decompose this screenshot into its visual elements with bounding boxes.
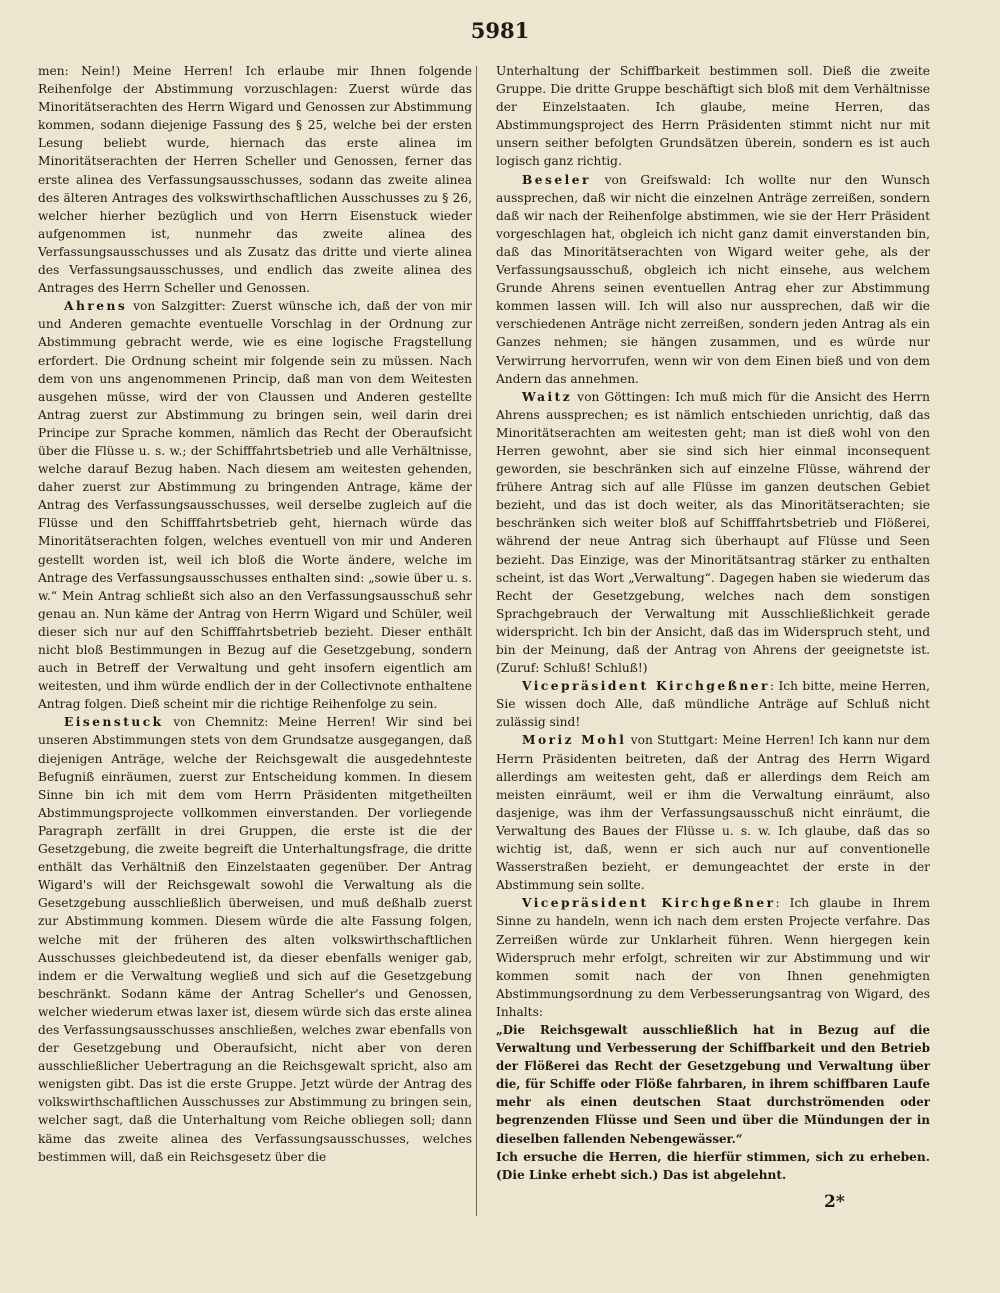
paragraph-continuation: men: Nein!) Meine Herren! Ich erlaube mir Ihnen folgende Reihenfolge der Abstimmung vorzuschlagen: Zuerst würde das Minoritätserachten des Herrn Wigard und Genossen zur Abstimmung kommen, sodann diejenige Fassung des § 25, welche bei der ersten Lesung beliebt wurde, hiernach das erste alinea im Minoritätserachten der Herren Scheller und Genossen, ferner das erste alinea des Verfassungsausschusses, sodann das zweite alinea des älteren Antrages des volkswirthschaftlichen Ausschusses zu § 26, welcher hierher bezüglich und von Herrn Eisenstuck wieder aufgenommen ist, nunmehr das zweite alinea des Verfassungsausschusses und als Zusatz das dritte und vierte alinea des Verfassungsausschusses, und endlich das zweite alinea des Antrages des Herrn Scheller und Genossen. — [38, 64, 472, 296]
speech-text: von Greifswald: Ich wollte nur den Wunsch aussprechen, daß wir nicht die einzelnen Anträge zerreißen, sondern daß wir nach der Reihenfolge abstimmen, wie sie der Herr Präsident vorgeschlagen hat, obgleich ich nicht ganz damit einverstanden bin, daß das Minoritätserachten von Wigard weiter gehe, als der Verfassungsausschuß, obgleich ich nicht einsehe, aus welchem Grunde Ahrens seinen eventuellen Antrag eher zur Abstimmung kommen lassen will. Ich will also nur aussprechen, daß wir die verschiedenen Anträge nicht zerreißen, sondern jeden Antrag als ein Ganzes nehmen; sie hängen zusammen, und es würde nur Verwirrung hervorrufen, wenn wir von dem Einen bieß und von dem Andern das annehmen. — [496, 172, 930, 386]
speaker-name: Vicepräsident Kirchgeßner — [522, 679, 770, 694]
speech-text: von Göttingen: Ich muß mich für die Ansicht des Herrn Ahrens aussprechen; es ist nämlich entschieden unrichtig, daß das Minoritätserachten am weitesten geht; man ist dieß wohl von den Herren gewohnt, aber sie sind sich hier einmal inconsequent geworden, sie beschränken sich auf einzelne Flüsse, während der frühere Antrag sich auf alle Flüsse im ganzen deutschen Gebiet bezieht, und das ist doch weiter, als das Minoritätserachten; sie beschränken sich weiter bloß auf Schifffahrtsbetrieb und Flößerei, während der neue Antrag sich überhaupt auf Flüsse und Seen bezieht. Das Einzige, was der Minoritätsantrag stärker zu enthalten scheint, ist das Wort „Verwaltung“. Dagegen haben sie wiederum das Recht der Gesetzgebung, welches nach dem sonstigen Sprachgebrauch der Verwaltung mit Ausschließlichkeit gerade widerspricht. Ich bin der Ansicht, daß das im Widerspruch steht, und bin der Meinung, daß der Antrag von Ahrens der geeignetste ist. (Zuruf: Schluß! Schluß!) — [496, 389, 930, 676]
speech-vicepresident-2 — [496, 894, 930, 1021]
speaker-name: Beseler — [522, 172, 591, 187]
right-column — [496, 62, 930, 1184]
speech-mohl — [496, 731, 930, 894]
paragraph-continuation: Unterhaltung der Schiffbarkeit bestimmen soll. Dieß die zweite Gruppe. Die dritte Gruppe beschäftigt sich bloß mit dem Verhältnisse der Einzelstaaten. Ich glaube, meine Herren, das Abstimmungsproject des Herrn Präsidenten stimmt nicht nur mit unsern seither befolgten Grundsätzen überein, sondern es ist auch logisch ganz richtig. — [496, 64, 930, 169]
signature-mark: 2* — [824, 1192, 845, 1212]
speech-text: : Ich bitte, meine Herren, Sie wissen doch Alle, daß mündliche Anträge auf Schluß nicht zulässig sind! — [496, 679, 930, 730]
speech-vicepresident — [496, 677, 930, 731]
speech-eisenstuck — [38, 713, 472, 1165]
speech-text: von Salzgitter: Zuerst wünsche ich, daß der von mir und Anderen gemachte eventuelle Vorschlag in der Ordnung zur Abstimmung gebracht werde, wie es eine logische Fragstellung erfordert. Die Ordnung scheint mir folgende sein zu müssen. Nach dem von uns angenommenen Princip, daß man von dem Weitesten ausgehen müsse, wird der von Claussen und Anderen gestellte Antrag zuerst zur Abstimmung zu bringen sein, weil darin drei Principe zur Sprache kommen, nämlich das Recht der Oberaufsicht über die Flüsse u. s. w.; der Schifffahrtsbetrieb und alle Verhältnisse, welche darauf Bezug haben. Nach diesem am weitesten gehenden, daher zuerst zur Abstimmung zu bringenden Antrage, käme der Antrag des Verfassungsausschusses, weil derselbe zugleich auf die Flüsse und den Schifffahrtsbetrieb geht, hiernach würde das Minoritätserachten folgen, welches eventuell von mir und Anderen gestellt worden ist, weil ich bloß die Worte ändere, welche im Antrage des Verfassungsausschusses enthalten sind: „sowie über u. s. w.“ Mein Antrag schließt sich also an den Verfassungsausschuß sehr genau an. Nun käme der Antrag von Herrn Wigard und Schüler, weil dieser sich nur auf den Schifffahrtsbetrieb bezieht. Dieser enthält nicht bloß Bestimmungen in Bezug auf die Gesetzgebung, sondern auch in Betreff der Verwaltung und geht insofern eigentlich am weitesten, und ihm würde endlich der in der Collectivnote enthaltene Antrag folgen. Dieß scheint mir die richtige Reihenfolge zu sein. — [38, 299, 472, 712]
speech-text: von Chemnitz: Meine Herren! Wir sind bei unseren Abstimmungen stets von dem Grundsatze ausgegangen, daß diejenigen Anträge, welche der Reichsgewalt die ausgedehnteste Befugniß einräumen, zuerst zur Entscheidung kommen. In diesem Sinne bin ich mit dem vom Herrn Präsidenten mitgetheilten Abstimmungsprojecte vollkommen einverstanden. Der vorliegende Paragraph zerfällt in drei Gruppen, die erste ist die der Gesetzgebung, die zweite begreift die Unterhaltungsfrage, die dritte enthält das Verhältniß den Einzelstaaten gegenüber. Der Antrag Wigard's will der Reichsgewalt sowohl die Verwaltung als die Gesetzgebung ausschließlich überweisen, und muß deßhalb zuerst zur Abstimmung kommen. Diesem würde die alte Fassung folgen, welche mit der früheren des alten volkswirthschaftlichen Ausschusses gleichbedeutend ist, da dieser ebenfalls weniger gab, indem er die Verwaltung wegließ und sich auf die Gesetzgebung beschränkt. Sodann käme der Antrag Scheller's und Genossen, welcher wiederum etwas laxer ist, diesem würde sich das erste alinea des Verfassungsausschusses anschließen, welches zwar ebenfalls von der Gesetzgebung und Oberaufsicht, nicht aber von deren ausschließlicher Uebertragung an die Reichsgewalt spricht, also am wenigsten gibt. Das ist die erste Gruppe. Jetzt würde der Antrag des volkswirthschaftlichen Ausschusses zur Abstimmung zu bringen sein, welcher sagt, daß die Unterhaltung vom Reiche obliegen soll; dann käme das zweite alinea des Verfassungsausschusses, welches bestimmen will, daß ein Reichsgesetz über die — [38, 715, 472, 1164]
speech-text: : Ich glaube in Ihrem Sinne zu handeln, wenn ich nach dem ersten Projecte verfahre. Das Zerreißen würde zur Unklarheit führen. Wenn hiergegen kein Widerspruch mehr erfolgt, schreiten wir zur Abstimmung und wir kommen somit nach der von Ihnen genehmigten Abstimmungsordnung zu dem Verbesserungsantrag von Wigard, des Inhalts: — [496, 896, 930, 1019]
speech-text: von Stuttgart: Meine Herren! Ich kann nur dem Herrn Präsidenten beitreten, daß der Antrag des Herrn Wigard allerdings am weitesten geht, daß er allerdings dem Reich am meisten einräumt, weil er ihm die Verwaltung einräumt, also dasjenige, was ihm der Verfassungsausschuß nicht einräumt, die Verwaltung des Baues der Flüsse u. s. w. Ich glaube, daß das so wichtig ist, daß, wenn er sich auch nur auf conventionelle Wasserstraßen bezieht, er demungeachtet der erste in der Abstimmung sein sollte. — [496, 733, 930, 893]
speaker-name: Eisenstuck — [64, 715, 164, 730]
vote-result: Ich ersuche die Herren, die hierfür stimmen, sich zu erheben. (Die Linke erhebt sich.) Das ist abgelehnt. — [496, 1149, 930, 1182]
column-divider — [476, 66, 477, 1216]
speaker-name: Vicepräsident Kirchgeßner — [522, 896, 776, 911]
speech-waitz — [496, 388, 930, 678]
speaker-name: Waitz — [522, 389, 573, 404]
speech-ahrens — [38, 297, 472, 713]
speaker-name: Ahrens — [64, 299, 128, 314]
left-column — [38, 62, 472, 1166]
quoted-motion: „Die Reichsgewalt ausschließlich hat in Bezug auf die Verwaltung und Verbesserung der Schiffbarkeit und den Betrieb der Flößerei das Recht der Gesetzgebung und Verwaltung über die, für Schiffe oder Flöße fahrbaren, in ihrem schiffbaren Laufe mehr als einen deutschen Staat durchströmenden oder begrenzenden Flüsse und Seen und über die Mündungen der in dieselben fallenden Nebengewässer.“ — [496, 1022, 930, 1146]
page-number: 5981 — [470, 18, 530, 43]
speaker-name: Moriz Mohl — [522, 733, 627, 748]
speech-beseler — [496, 171, 930, 388]
